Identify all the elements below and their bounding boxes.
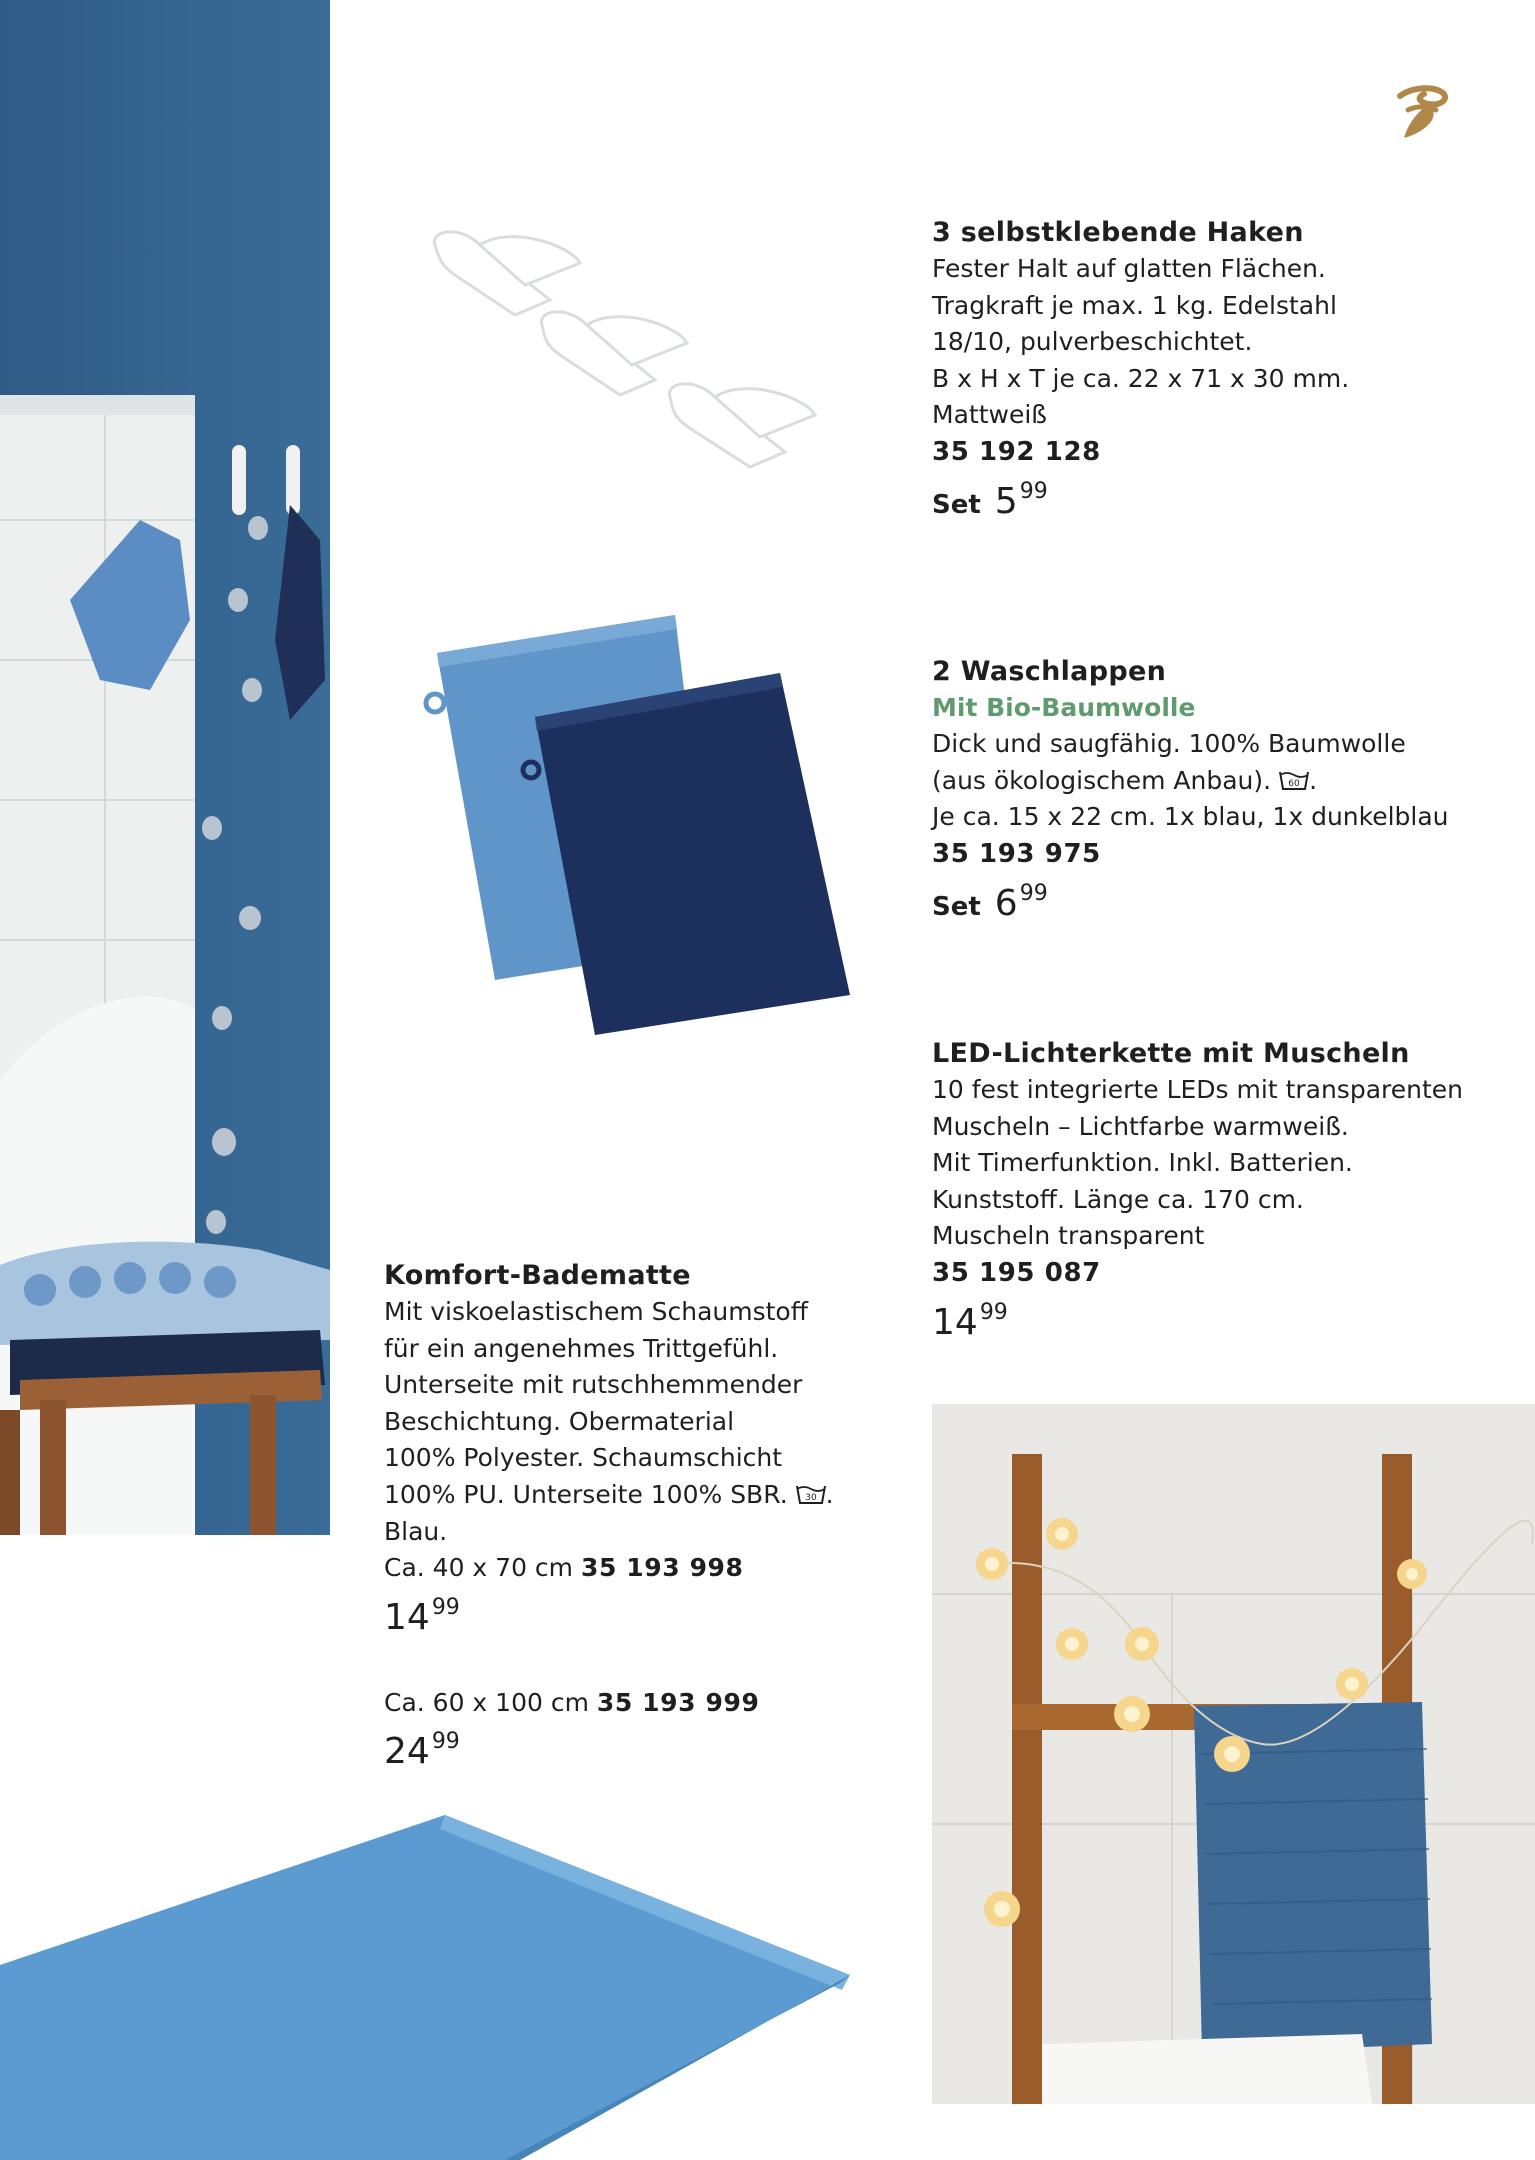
description-line: 100% Polyester. Schaumschicht bbox=[384, 1443, 783, 1473]
description-line: Mit viskoelastischem Schaumstoff bbox=[384, 1297, 808, 1326]
price-cents: 99 bbox=[431, 1594, 460, 1620]
description-text: . bbox=[825, 1479, 834, 1509]
price bbox=[384, 1594, 864, 1647]
wash-temp: 60 bbox=[1288, 778, 1300, 789]
description-line: Je ca. 15 x 22 cm. 1x blau, 1x dunkelblau bbox=[932, 802, 1449, 832]
tchibo-logo-icon bbox=[1386, 80, 1452, 146]
bathmat-product-image bbox=[0, 1815, 860, 2160]
price-unit: Set bbox=[932, 891, 981, 922]
description-line: Tragkraft je max. 1 kg. Edelstahl bbox=[932, 290, 1337, 320]
article-number: 35 195 087 bbox=[932, 1257, 1101, 1288]
description-line: 18/10, pulverbeschichtet. bbox=[932, 327, 1253, 357]
article-number: 35 192 128 bbox=[932, 436, 1101, 467]
product-subtitle: Mit Bio-Baumwolle bbox=[932, 693, 1196, 722]
wash-symbol-icon bbox=[1279, 765, 1309, 789]
description-line: Unterseite mit rutschhemmender bbox=[384, 1370, 803, 1400]
price-main: 5 bbox=[994, 480, 1018, 522]
description-line: Muscheln – Lichtfarbe warmweiß. bbox=[932, 1111, 1349, 1141]
bathroom-wall-photo bbox=[0, 0, 330, 1535]
description-text: (aus ökologischem Anbau). bbox=[932, 765, 1272, 795]
color-line: Blau. bbox=[384, 1516, 448, 1546]
description-line: Mit Timerfunktion. Inkl. Batterien. bbox=[932, 1148, 1353, 1178]
price bbox=[932, 478, 1522, 531]
price bbox=[932, 1299, 1532, 1352]
description-text: 100% PU. Unterseite 100% SBR. bbox=[384, 1479, 788, 1509]
price-cents: 99 bbox=[1019, 478, 1048, 504]
hooks-product-image bbox=[420, 225, 850, 480]
color-line: Muscheln transparent bbox=[932, 1221, 1205, 1251]
product-title: 3 selbstklebende Haken bbox=[932, 217, 1304, 248]
price-unit: Set bbox=[932, 489, 981, 520]
product-title: LED-Lichterkette mit Muscheln bbox=[932, 1038, 1410, 1069]
price bbox=[384, 1731, 864, 1781]
wash-symbol-icon bbox=[796, 1479, 826, 1503]
color-line: Mattweiß bbox=[932, 400, 1048, 430]
price-cents: 99 bbox=[431, 1729, 460, 1755]
washcloths-product-image bbox=[415, 605, 855, 1045]
description-line: Fester Halt auf glatten Flächen. bbox=[932, 254, 1326, 283]
description-line bbox=[932, 763, 1522, 800]
product-title: 2 Waschlappen bbox=[932, 656, 1167, 687]
size-label: Ca. 60 x 100 cm bbox=[384, 1687, 589, 1717]
price-main: 14 bbox=[384, 1596, 430, 1638]
description-line: Dick und saugfähig. 100% Baumwolle bbox=[932, 729, 1406, 758]
description-line: B x H x T je ca. 22 x 71 x 30 mm. bbox=[932, 363, 1350, 393]
description-text: . bbox=[1309, 765, 1318, 795]
price bbox=[932, 880, 1522, 933]
article-number: 35 193 999 bbox=[596, 1687, 760, 1717]
article-number: 35 193 998 bbox=[580, 1553, 744, 1583]
size-label: Ca. 40 x 70 cm bbox=[384, 1553, 574, 1583]
product-waschlappen bbox=[932, 653, 1522, 933]
price-main: 24 bbox=[384, 1731, 430, 1773]
description-line: 10 fest integrierte LEDs mit transparenten bbox=[932, 1075, 1464, 1104]
description-line: Beschichtung. Obermaterial bbox=[384, 1406, 735, 1436]
product-haken bbox=[932, 214, 1522, 531]
price-main: 14 bbox=[932, 1301, 978, 1343]
size-line bbox=[384, 1550, 864, 1587]
price-main: 6 bbox=[994, 882, 1018, 924]
description-line: für ein angenehmes Trittgefühl. bbox=[384, 1333, 779, 1363]
price-cents: 99 bbox=[1019, 880, 1048, 906]
product-lichterkette bbox=[932, 1035, 1532, 1352]
wash-temp: 30 bbox=[804, 1492, 817, 1503]
product-title: Komfort-Badematte bbox=[384, 1260, 691, 1291]
product-badematte bbox=[384, 1257, 864, 1781]
price-cents: 99 bbox=[979, 1299, 1008, 1325]
article-number: 35 193 975 bbox=[932, 838, 1101, 869]
description-line: Kunststoff. Länge ca. 170 cm. bbox=[932, 1184, 1304, 1214]
size-line bbox=[384, 1685, 864, 1722]
fairy-lights-photo bbox=[932, 1404, 1535, 2104]
description-line bbox=[384, 1477, 864, 1514]
